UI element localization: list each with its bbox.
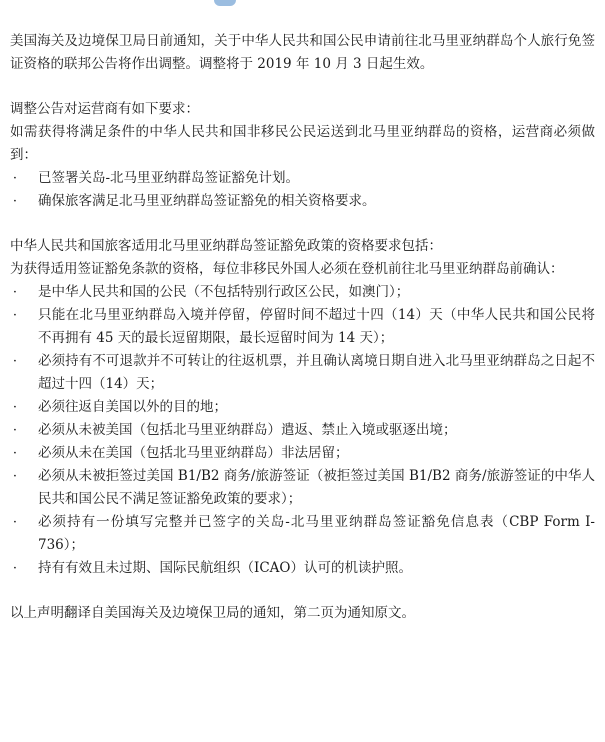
bullet-text: 必须持有不可退款并不可转让的往返机票，并且确认离境日期自进入北马里亚纳群岛之日起不超过十四（14）天； — [38, 353, 595, 392]
bullet-item — [10, 396, 595, 419]
bullet-text: 确保旅客满足北马里亚纳群岛签证豁免的相关资格要求。 — [38, 193, 376, 209]
paragraph-gap — [10, 213, 595, 235]
bullet-item — [10, 167, 595, 190]
intro-paragraph: 美国海关及边境保卫局日前通知，关于中华人民共和国公民申请前往北马里亚纳群岛个人旅行免签证资格的联邦公告将作出调整。调整将于 2019 年 10 月 3 日起生效。 — [10, 33, 595, 72]
bullet-marker: · — [12, 194, 18, 209]
operator-requirements-intro: 如需获得将满足条件的中华人民共和国非移民公民运送到北马里亚纳群岛的资格，运营商必须做到： — [10, 124, 595, 163]
bullet-text: 是中华人民共和国的公民（不包括特别行政区公民，如澳门）； — [38, 284, 410, 300]
bullet-marker: · — [12, 423, 18, 438]
bullet-marker: · — [12, 171, 18, 186]
notice-document — [10, 30, 595, 625]
bullet-marker: · — [12, 285, 18, 300]
bullet-marker: · — [12, 561, 18, 576]
bullet-item — [10, 304, 595, 350]
paragraph-gap — [10, 580, 595, 602]
eligibility-requirements-intro: 为获得适用签证豁免条款的资格，每位非移民外国人必须在登机前往北马里亚纳群岛前确认： — [10, 261, 564, 277]
bullet-text: 只能在北马里亚纳群岛入境并停留，停留时间不超过十四（14）天（中华人民共和国公民将不再拥有 45 天的最长逗留期限，最长逗留时间为 14 天）； — [38, 307, 595, 346]
bullet-text: 已签署关岛-北马里亚纳群岛签证豁免计划。 — [38, 170, 300, 186]
bullet-item — [10, 511, 595, 557]
bullet-marker: · — [12, 469, 18, 484]
bullet-marker: · — [12, 308, 18, 323]
bullet-text: 必须持有一份填写完整并已签字的关岛-北马里亚纳群岛签证豁免信息表（CBP Form I-736）； — [38, 514, 595, 553]
bullet-item — [10, 442, 595, 465]
bullet-marker: · — [12, 515, 18, 530]
bullet-marker: · — [12, 446, 18, 461]
bullet-marker: · — [12, 400, 18, 415]
bullet-text: 必须从未被美国（包括北马里亚纳群岛）遣返、禁止入境或驱逐出境； — [38, 422, 457, 438]
closing-paragraph: 以上声明翻译自美国海关及边境保卫局的通知，第二页为通知原文。 — [10, 605, 415, 621]
bullet-item — [10, 465, 595, 511]
bullet-item — [10, 557, 595, 580]
bullet-item — [10, 350, 595, 396]
operator-requirements-title: 调整公告对运营商有如下要求： — [10, 101, 199, 117]
bullet-text: 必须往返自美国以外的目的地； — [38, 399, 227, 415]
bullet-item — [10, 281, 595, 304]
eligibility-requirements-title: 中华人民共和国旅客适用北马里亚纳群岛签证豁免政策的资格要求包括： — [10, 238, 442, 254]
header-fragment — [214, 0, 236, 6]
bullet-text: 必须从未被拒签过美国 B1/B2 商务/旅游签证（被拒签过美国 B1/B2 商务/旅游签证的中华人民共和国公民不满足签证豁免政策的要求）； — [38, 468, 595, 507]
bullet-item — [10, 190, 595, 213]
operator-requirements-list — [10, 167, 595, 213]
bullet-item — [10, 419, 595, 442]
paragraph-gap — [10, 76, 595, 98]
bullet-text: 持有有效且未过期、国际民航组织（ICAO）认可的机读护照。 — [38, 560, 412, 576]
bullet-marker: · — [12, 354, 18, 369]
bullet-text: 必须从未在美国（包括北马里亚纳群岛）非法居留； — [38, 445, 349, 461]
eligibility-requirements-list — [10, 281, 595, 580]
